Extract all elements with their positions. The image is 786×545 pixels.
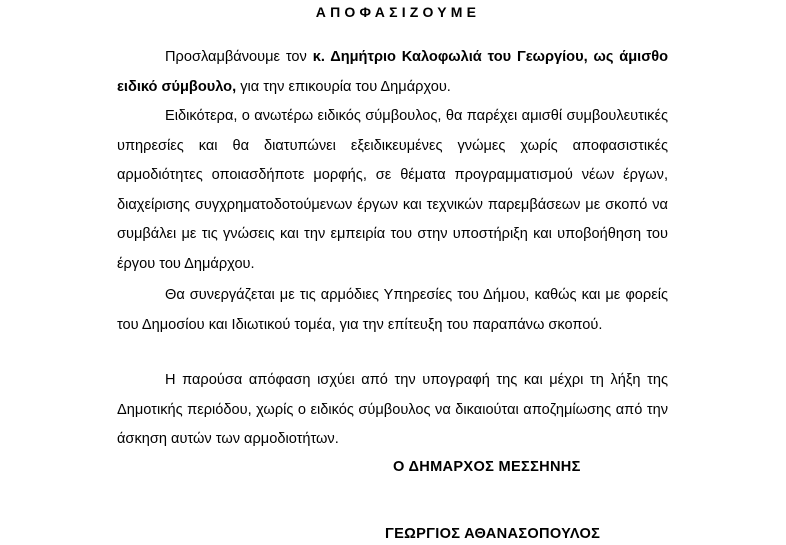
validity-text: Η παρούσα απόφαση ισχύει από την υπογραφή της και μέχρι τη λήξη της Δημοτικής περιόδου, χωρίς ο ειδικός σύμβουλος να δικαιούται αποζημίωσης από την άσκηση αυτών των αρμοδιοτήτων. bbox=[117, 372, 668, 447]
paragraph-validity bbox=[117, 366, 668, 455]
appointment-prefix: Προσλαμβάνουμε τον bbox=[165, 49, 313, 65]
duties-text: Ειδικότερα, ο ανωτέρω ειδικός σύμβουλος, θα παρέχει αμισθί συμβουλευτικές υπηρεσίες και θα διατυπώνει εξειδικευμένες γνώμες χωρίς αποφασιστικές αρμοδιότητες οποιασδήποτε μορφής, σε θέματα προγραμματισμού νέων έργων, διαχείρισης συγχρηματοδοτούμενων έργων και τεχνικών παρεμβάσεων με σκοπό να συμβάλει με τις γνώσεις και την εμπειρία του στην υποστήριξη και υποβοήθηση του έργου του Δημάρχου. bbox=[117, 108, 668, 272]
paragraph-duties bbox=[117, 102, 668, 279]
cooperation-text: Θα συνεργάζεται με τις αρμόδιες Υπηρεσίες του Δήμου, καθώς και με φορείς του Δημοσίου και Ιδιωτικού τομέα, για την επίτευξη του παραπάνω σκοπού. bbox=[117, 287, 668, 333]
decision-heading: ΑΠΟΦΑΣΙΖΟΥΜΕ bbox=[315, 4, 481, 20]
paragraph-appointment bbox=[117, 43, 668, 102]
signature-name: ΓΕΩΡΓΙΟΣ ΑΘΑΝΑΣΟΠΟΥΛΟΣ bbox=[385, 526, 601, 542]
signature-title: Ο ΔΗΜΑΡΧΟΣ ΜΕΣΣΗΝΗΣ bbox=[393, 459, 581, 475]
paragraph-cooperation bbox=[117, 281, 668, 340]
appointee-details: κ. Δημήτριο Καλοφωλιά του Γεωργίου, ως άμισθο ειδικό σύμβουλο, bbox=[117, 49, 668, 95]
appointment-suffix: για την επικουρία του Δημάρχου. bbox=[236, 78, 451, 95]
